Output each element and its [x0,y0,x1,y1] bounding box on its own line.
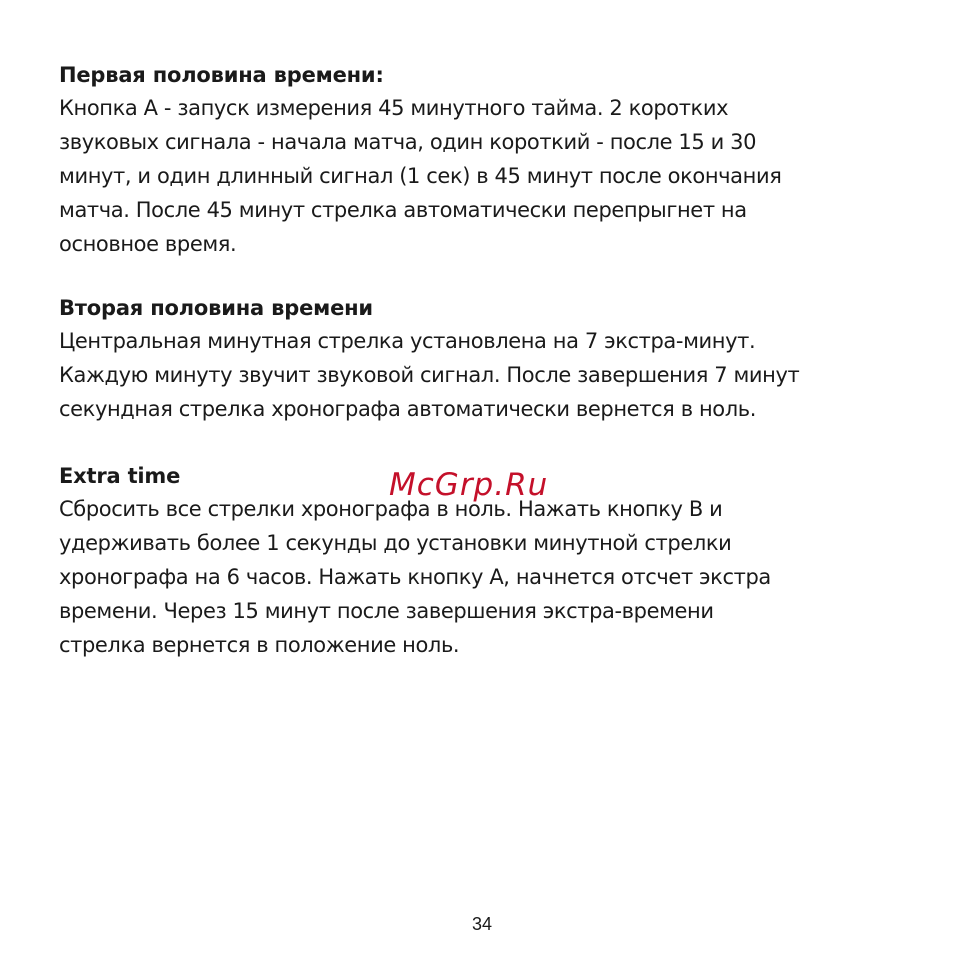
text-line: стрелка вернется в положение ноль. [59,633,460,657]
section-title: Первая половина времени: [59,63,384,87]
text-line: матча. После 45 минут стрелка автоматически перепрыгнет на [59,198,747,222]
text-line: хронографа на 6 часов. Нажать кнопку А, начнется отсчет экстра [59,565,771,589]
section-body [59,91,909,261]
page-number: 34 [471,914,493,934]
text-line: удерживать более 1 секунды до установки минутной стрелки [59,531,732,555]
text-line: минут, и один длинный сигнал (1 сек) в 45 минут после окончания [59,164,782,188]
section-title: Extra time [59,464,181,488]
text-line: Каждую минуту звучит звуковой сигнал. После завершения 7 минут [59,363,800,387]
text-line: основное время. [59,232,237,256]
text-line: Кнопка А - запуск измерения 45 минутного тайма. 2 коротких [59,96,729,120]
section-body [59,492,909,662]
text-line: Сбросить все стрелки хронографа в ноль. Нажать кнопку B и [59,497,723,521]
text-line: времени. Через 15 минут после завершения экстра-времени [59,599,714,623]
section-body [59,324,909,426]
watermark: McGrp.Ru [389,467,549,503]
text-line: звуковых сигнала - начала матча, один короткий - после 15 и 30 [59,130,757,154]
text-line: Центральная минутная стрелка установлена на 7 экстра-минут. [59,329,756,353]
section-first-half [59,59,909,261]
section-title: Вторая половина времени [59,296,373,320]
text-line: секундная стрелка хронографа автоматически вернется в ноль. [59,397,756,421]
section-second-half [59,292,909,426]
